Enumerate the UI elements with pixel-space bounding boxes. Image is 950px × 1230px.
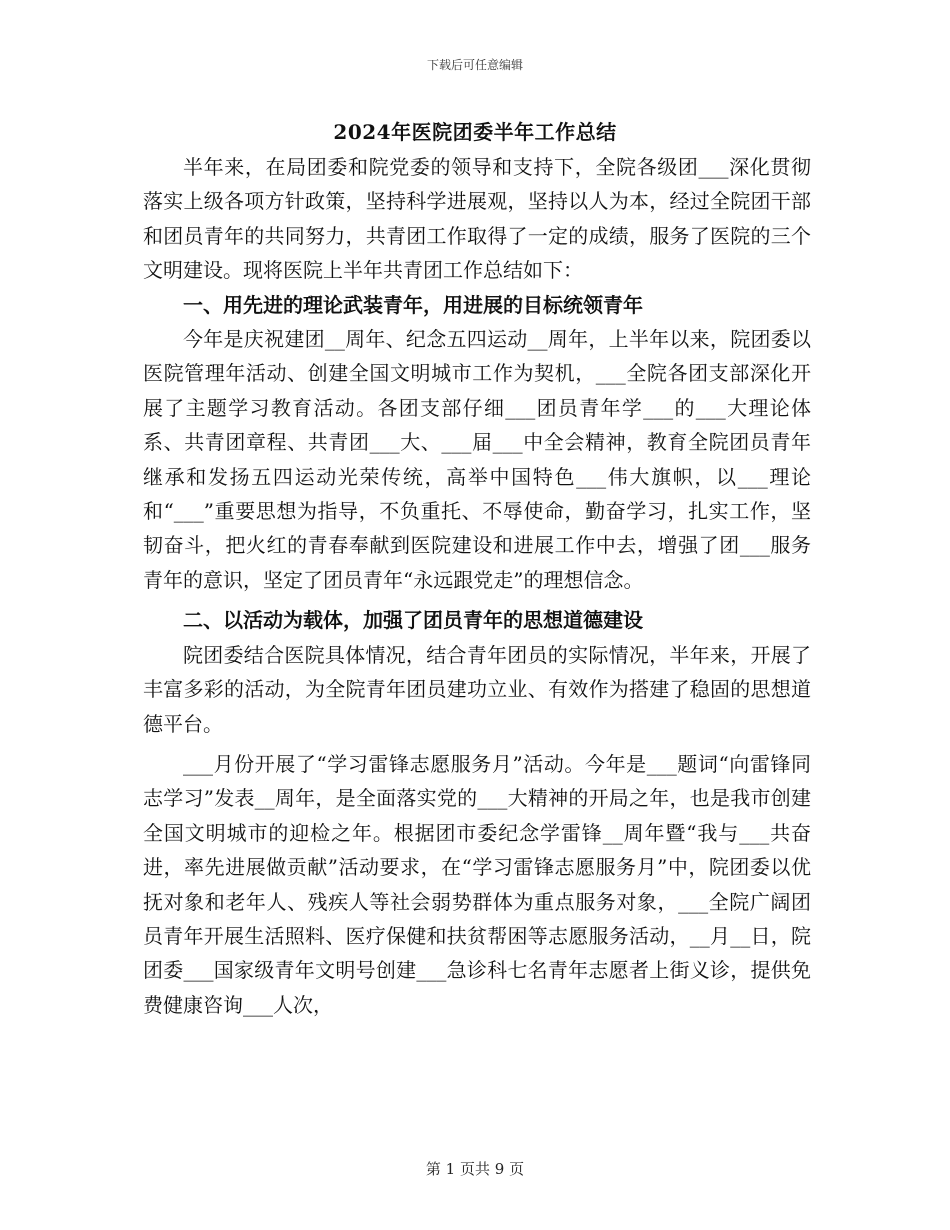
header-note: 下载后可任意编辑 bbox=[426, 58, 523, 72]
paragraph-volunteer-month: ___月份开展了“学习雷锋志愿服务月”活动。今年是___题词“向雷锋同志学习”发表__周年，是全面落实党的___大精神的开局之年，也是我市创建全国文明城市的迎检之年。根据团市委纪念学雷锋__周年暨“我与___共奋进，率先进展做贡献”活动要求，在“学习雷锋志愿服务月”中，院团委以优抚对象和老年人、残疾人等社会弱势群体为重点服务对象，___全院广阔团员青年开展生活照料、医疗保健和扶贫帮困等志愿服务活动，__月__日，院团委___国家级青年文明号创建___急诊科七名青年志愿者上街义诊，提供免费健康咨询___人次， bbox=[143, 751, 811, 1017]
paragraph-section-1: 今年是庆祝建团__周年、纪念五四运动__周年，上半年以来，院团委以医院管理年活动、创建全国文明城市工作为契机，___全院各团支部深化开展了主题学习教育活动。各团支部仔细___团员青年学___的___大理论体系、共青团章程、共青团___大、___届___中全会精神，教育全院团员青年继承和发扬五四运动光荣传统，高举中国特色___伟大旗帜，以___理论和“___”重要思想为指导，不负重托、不辱使命，勤奋学习，扎实工作，坚韧奋斗，把火红的青春奉献到医院建设和进展工作中去，增强了团___服务青年的意识，坚定了团员青年“永远跟党走”的理想信念。 bbox=[143, 327, 811, 592]
document-body bbox=[143, 150, 811, 1022]
section-heading-1: 一、用先进的理论武装青年，用进展的目标统领青年 bbox=[183, 292, 643, 317]
document-title: 2024年医院团委半年工作总结 bbox=[333, 120, 617, 144]
page-number: 第 1 页共 9 页 bbox=[425, 1160, 525, 1178]
paragraph-section-2: 院团委结合医院具体情况，结合青年团员的实际情况，半年来，开展了丰富多彩的活动，为全院青年团员建功立业、有效作为搭建了稳固的思想道德平台。 bbox=[143, 642, 811, 736]
section-heading-2: 二、以活动为载体，加强了团员青年的思想道德建设 bbox=[183, 608, 643, 633]
paragraph-intro: 半年来，在局团委和院党委的领导和支持下，全院各级团___深化贯彻落实上级各项方针政策，坚持科学进展观，坚持以人为本，经过全院团干部和团员青年的共同努力，共青团工作取得了一定的成绩，服务了医院的三个文明建设。现将医院上半年共青团工作总结如下： bbox=[143, 155, 811, 283]
